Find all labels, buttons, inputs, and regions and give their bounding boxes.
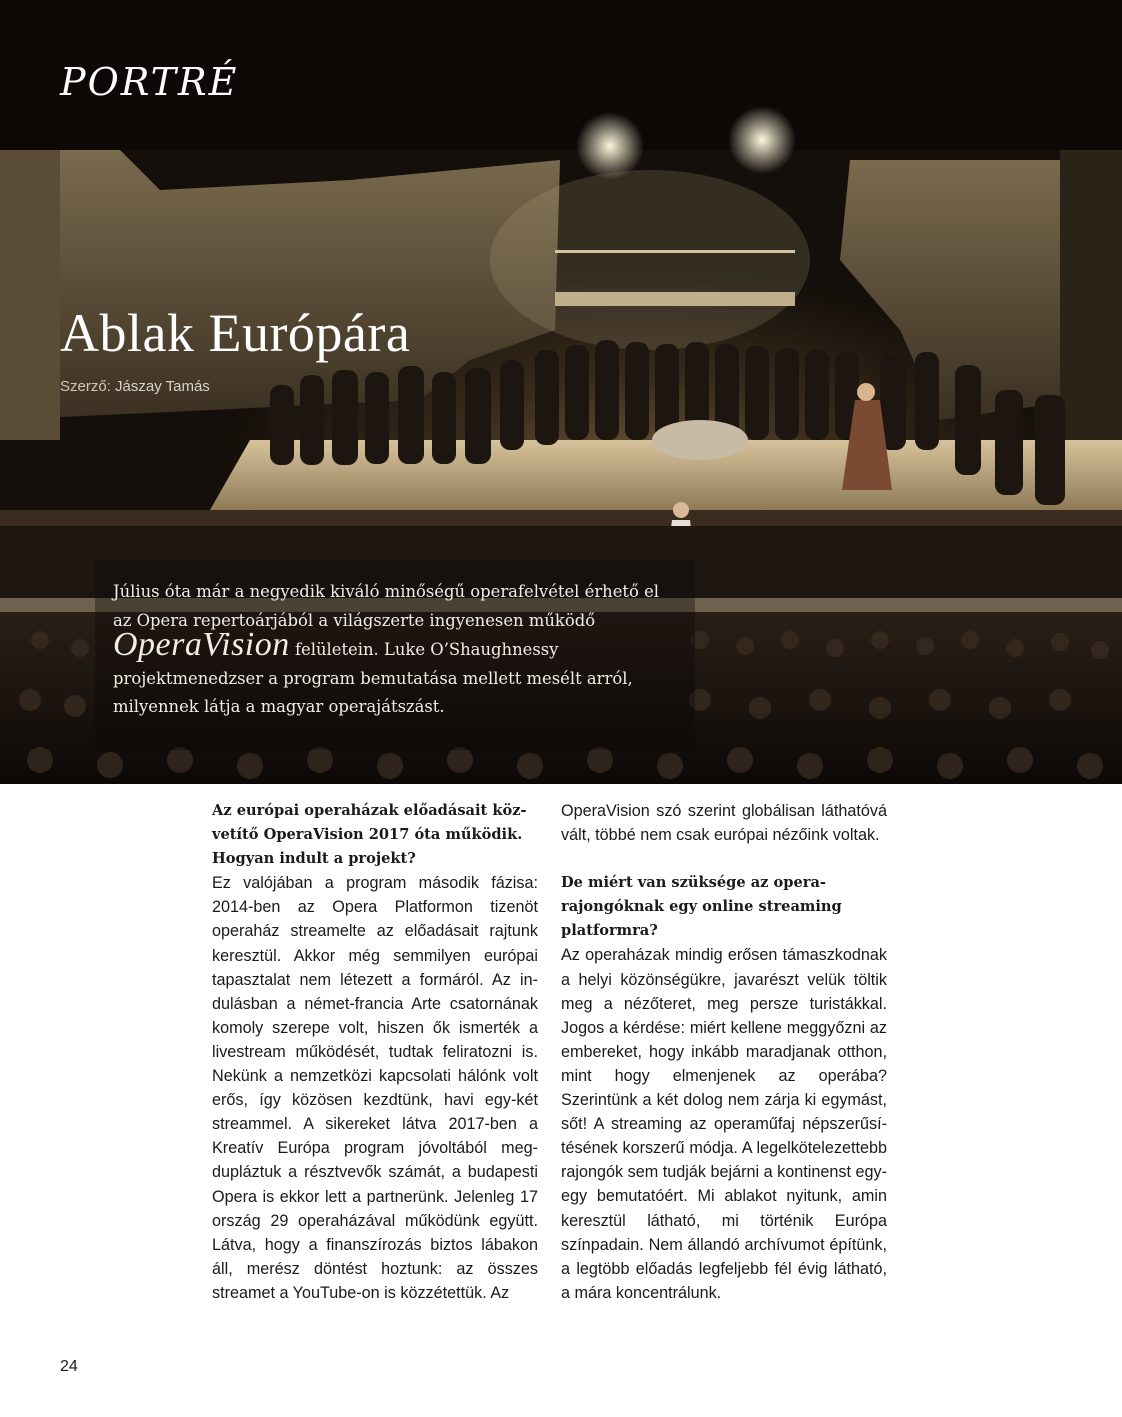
answer-2: Az operaházak mindig erősen támaszkodnak a helyi közönségükre, javarészt velük töltik meg a nézőteret, meg persze turistákkal. Jogos a kérdése: miért kellene meggyőzni az embereket, hogy inkább maradjanak otthon, mint hogy elmenjenek az operába? Szerintünk a két dolog nem zárja ki egymást, sőt! A streaming az operaműfaj népszerűsítésének korszerű módja. A legelkötelezettebb rajongók sem tudják bejárni a kontinenst egyegy bemutatóért. Mi ablakot nyitunk, amin keresztül látható, mi történik Európa színpadain. Nem állandó archívumot építünk, a legtöbb előadás legfeljebb fél évig látható, a mára koncentrálunk. (561, 946, 887, 1302)
question-2: De miért van szüksége az operarajongóknak egy online streaming platformra? (561, 874, 842, 940)
kneeling-figure (652, 420, 748, 460)
answer-1: Ez valójában a program második fázisa: 2014-ben az Opera Platformon tizenöt operaház streamelte az előadásait rajtunk keresztül. Akkor még semmilyen európai tapasztalat nem létezett a formáról. Az indulásban a német-francia Arte csatornának komoly szerepe volt, hiszen ők ismerték a livestream működését, tudtak feliratozni is. Nekünk a nemzetközi kapcsolati hálónk volt erős, így közösen kezdtünk, havi egy-két streammel. A sikereket látva 2017-ben a Kreatív Európa program jóvoltából megdupláztuk a résztvevők számát, a budapesti Opera is ekkor lett a partnerünk. Jelenleg 17 ország 29 operaházával működünk együtt. Látva, hogy a finanszírozás biztos lábakon áll, merész döntést hoztunk: az összes streamet a YouTube-on is közzétettük. Az (212, 874, 538, 1302)
stage-light-right (728, 106, 796, 174)
body-column-left (212, 799, 538, 1305)
answer-1-continued: OperaVision szó szerint globálisan láthatóvá vált, többé nem csak európai nézőink voltak. (561, 802, 887, 845)
pillar-left (0, 150, 60, 440)
article-title: Ablak Európára (60, 303, 411, 363)
lead-part-1: Július óta már a negyedik kiváló minőségű operafelvétel érhető el az Opera repertoárjából a világszerte ingyenesen működő (113, 582, 660, 630)
question-1: Az európai operaházak előadásait közvetítő OperaVision 2017 óta működik. Hogyan indult a projekt? (212, 802, 527, 868)
page-number: 24 (60, 1358, 78, 1375)
paragraph-gap (561, 847, 887, 871)
stage-light-left (576, 112, 644, 180)
stage-edge (0, 510, 1122, 526)
author-line (60, 378, 210, 395)
author-label: Szerző: (60, 378, 111, 395)
lead-paragraph (113, 578, 673, 722)
queen-head (857, 383, 875, 401)
brand-name: OperaVision (113, 626, 290, 664)
lead-part-2: felületein. Luke O’Shaughnessy projektmenedzser a program bemutatása mellett mesélt arról, milyennek látja a magyar operajátszást. (113, 640, 633, 717)
body-column-right (561, 799, 887, 1305)
pillar-right (1060, 150, 1122, 450)
stage-haze (490, 170, 810, 350)
woman-in-white-head (673, 502, 689, 518)
author-name: Jászay Tamás (115, 378, 210, 395)
section-label: PORTRÉ (60, 60, 239, 104)
